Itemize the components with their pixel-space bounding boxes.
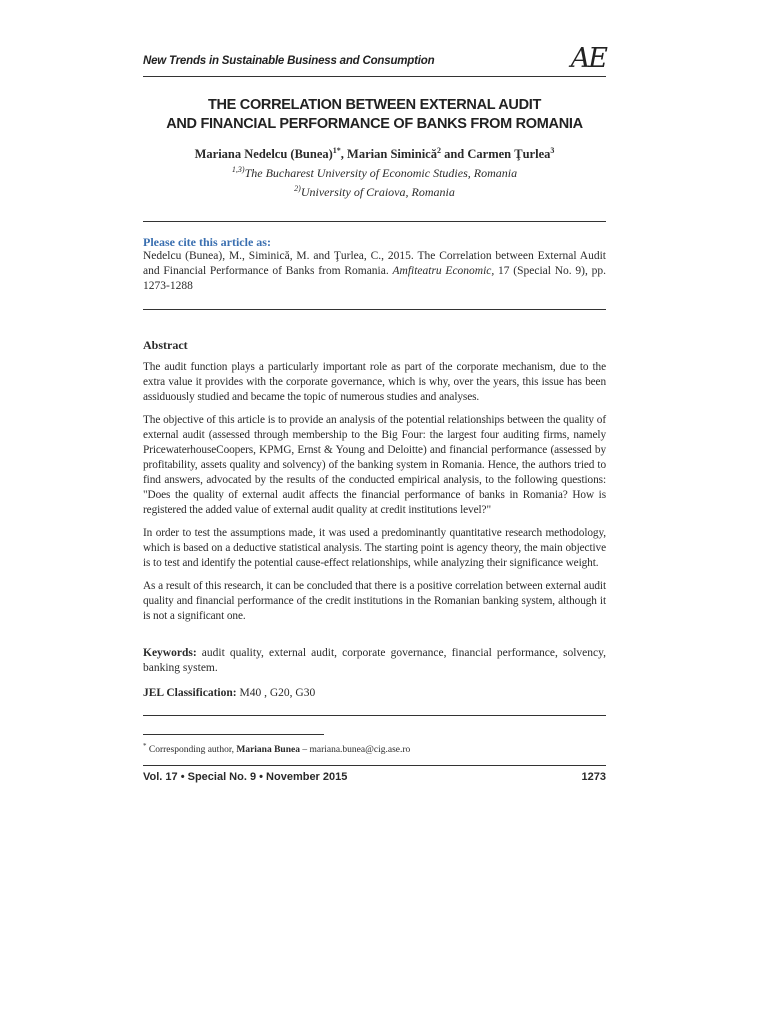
author-separator: , (340, 147, 348, 162)
footnote-rule (143, 734, 324, 735)
footnote-author: Mariana Bunea (236, 745, 300, 756)
keywords-label: Keywords: (143, 647, 197, 660)
citation-body: Nedelcu (Bunea), M., Siminică, M. and Ţurlea, C., 2015. The Correlation between External Audit and Financial Performance of Banks from Romania. (143, 250, 606, 278)
affiliation-text: University of Craiova, Romania (300, 185, 455, 200)
journal-logo: AE (570, 43, 606, 74)
citation-heading: Please cite this article as: (143, 235, 271, 250)
page-footer (143, 765, 606, 786)
article-title (143, 96, 606, 134)
author-name: Mariana Nedelcu (Bunea) (194, 147, 333, 162)
author-separator: and (440, 147, 468, 162)
affiliation (143, 181, 606, 200)
abstract-heading: Abstract (143, 338, 188, 353)
author-superscript: 2 (436, 146, 441, 155)
author-name: Carmen Ţurlea (467, 147, 551, 162)
author-list (143, 143, 606, 162)
footnote-marker: * (143, 742, 147, 751)
footnote-email: – mariana.bunea@cig.ase.ro (299, 745, 411, 756)
author-superscript: 3 (550, 146, 555, 155)
section-rule (143, 715, 606, 716)
abstract-paragraph: As a result of this research, it can be concluded that there is a positive correlation between external audit quality and financial performance of the credit institutions in the Romanian banking system, although it is not a significant one. (143, 580, 606, 623)
title-line-1: THE CORRELATION BETWEEN EXTERNAL AUDIT (207, 97, 542, 113)
author-superscript: 1* (332, 146, 341, 155)
paper-page (143, 44, 606, 786)
citation-text (143, 249, 606, 294)
affiliation (143, 162, 606, 181)
affiliation-superscript: 2) (294, 184, 301, 194)
abstract-paragraph: The objective of this article is to provide an analysis of the potential relationships between the quality of external audit (assessed through membership to the Big Four: the largest four auditing firms, namely PricewaterhouseCoopers, KPMG, Ernst & Young and Deloitte) and financial performance (assessed by profitability, assets quality and solvency) of the banking system in Romania. Hence, the authors tried to find answers, advocated by the results of the conducted empirical analysis, to the following questions: "Does the quality of external audit affects the financial performance of banks in Romania? How is registered the added value of external audit quality at credit institutions level?" (143, 414, 606, 517)
abstract-paragraph: In order to test the assumptions made, it was used a predominantly quantitative research methodology, which is based on a deductive statistical analysis. The starting point is agency theory, the main objective is to test and identify the potential cause-effect relationships, while analyzing their significance weight. (143, 527, 606, 570)
journal-title: New Trends in Sustainable Business and Consumption (143, 55, 435, 67)
journal-header (143, 44, 606, 72)
title-line-2: AND FINANCIAL PERFORMANCE OF BANKS FROM ROMANIA (166, 116, 583, 132)
keywords-text: audit quality, external audit, corporate governance, financial performance, solvency, banking system. (143, 647, 606, 675)
jel-codes: M40 , G20, G30 (236, 687, 316, 700)
jel-classification (143, 686, 606, 701)
volume-info: Vol. 17 • Special No. 9 • November 2015 (143, 771, 348, 784)
citation-journal: Amfiteatru Economic, (392, 265, 495, 278)
page-number: 1273 (581, 771, 606, 784)
citation-block (143, 221, 606, 310)
header-rule (143, 76, 606, 77)
author-name: Marian Siminică (347, 147, 437, 162)
keywords (143, 646, 606, 676)
footnote (143, 740, 606, 756)
affiliation-superscript: 1,3) (231, 165, 245, 175)
footnote-prefix: Corresponding author, (146, 745, 237, 756)
abstract-paragraph: The audit function plays a particularly important role as part of the corporate mechanism, due to the extra value it provides with the corporate governance, which is why, over the years, this issue has been assiduously studied and became the topic of numerous studies and analyses. (143, 361, 606, 404)
affiliation-text: The Bucharest University of Economic Studies, Romania (244, 166, 518, 181)
citation-tail: 17 (Special No. 9), pp. 1273-1288 (143, 265, 606, 293)
jel-label: JEL Classification: (143, 687, 237, 700)
